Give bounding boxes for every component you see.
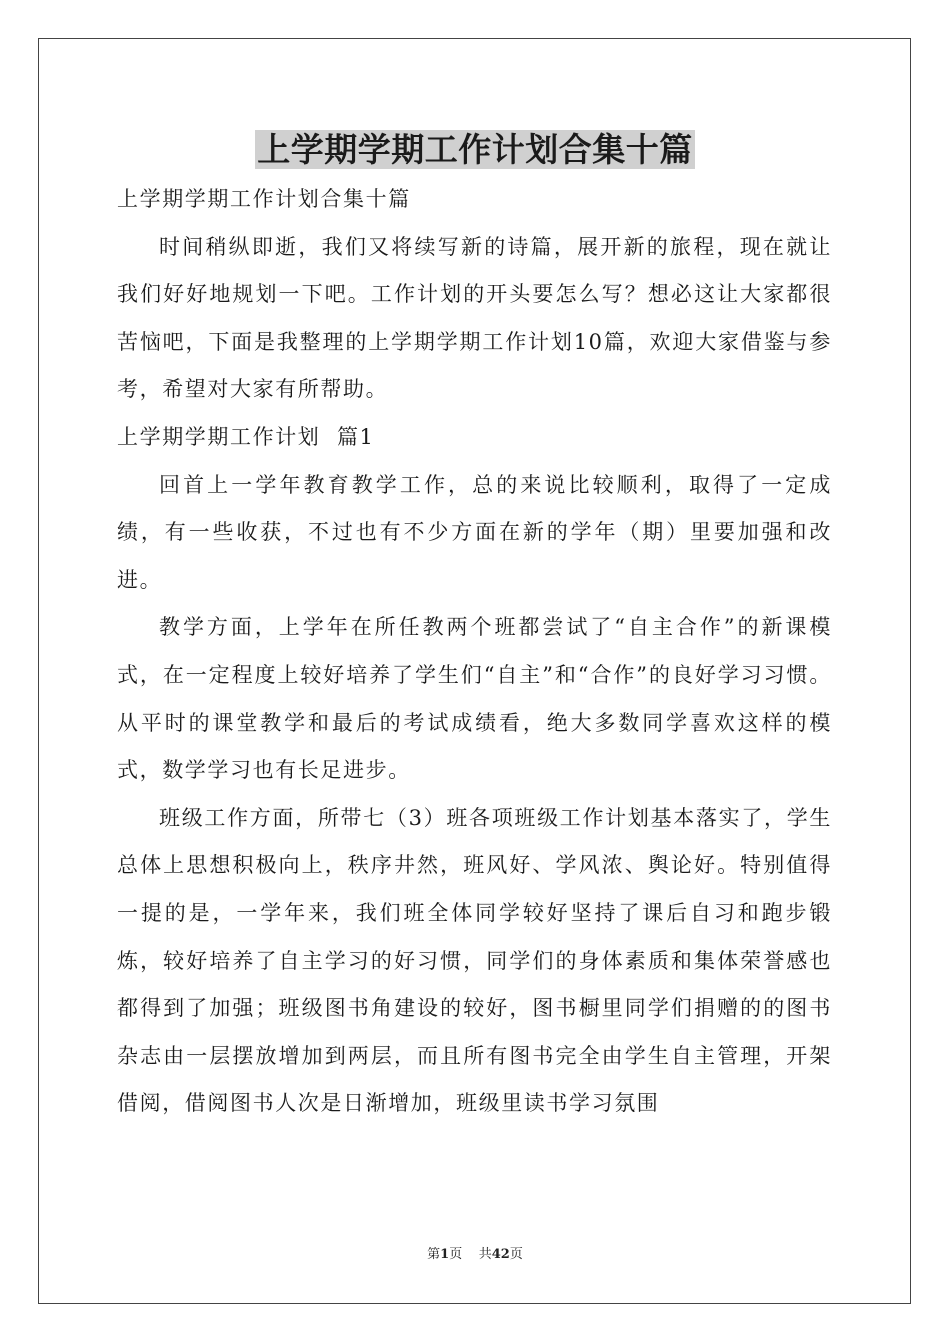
- footer-page-number: 1: [440, 1247, 450, 1262]
- footer-page-suffix: 页: [449, 1247, 463, 1262]
- footer-total-prefix: 共: [478, 1247, 492, 1262]
- document-body: [117, 176, 832, 1128]
- page-footer: [0, 1246, 950, 1264]
- document-title: [0, 128, 950, 172]
- document-subtitle: 上学期学期工作计划合集十篇: [117, 187, 411, 211]
- intro-paragraph: 时间稍纵即逝，我们又将续写新的诗篇，展开新的旅程，现在就让我们好好地规划一下吧。工作计划的开头要怎么写？想必这让大家都很苦恼吧，下面是我整理的上学期学期工作计划10篇，欢迎大家借鉴与参考，希望对大家有所帮助。: [117, 234, 832, 402]
- footer-total-pages: 42: [491, 1247, 510, 1262]
- body-paragraph-3: 班级工作方面，所带七（3）班各项班级工作计划基本落实了，学生总体上思想积极向上，秩序井然，班风好、学风浓、舆论好。特别值得一提的是，一学年来，我们班全体同学较好坚持了课后自习和跑步锻炼，较好培养了自主学习的好习惯，同学们的身体素质和集体荣誉感也都得到了加强；班级图书角建设的较好，图书橱里同学们捐赠的的图书杂志由一层摆放增加到两层，而且所有图书完全由学生自主管理，开架借阅，借阅图书人次是日渐增加，班级里读书学习氛围: [117, 805, 832, 1116]
- section-heading: 上学期学期工作计划 篇1: [117, 424, 375, 449]
- footer-total-suffix: 页: [509, 1247, 523, 1262]
- body-paragraph-2: 教学方面，上学年在所任教两个班都尝试了“自主合作”的新课模式，在一定程度上较好培养了学生们“自主”和“合作”的良好学习习惯。从平时的课堂教学和最后的考试成绩看，绝大多数同学喜欢这样的模式，数学学习也有长足进步。: [117, 615, 832, 783]
- document-title-text: 上学期学期工作计划合集十篇: [257, 130, 693, 169]
- footer-page-prefix: 第: [427, 1247, 441, 1262]
- body-paragraph-1: 回首上一学年教育教学工作，总的来说比较顺利，取得了一定成绩，有一些收获，不过也有不少方面在新的学年（期）里要加强和改进。: [117, 472, 832, 592]
